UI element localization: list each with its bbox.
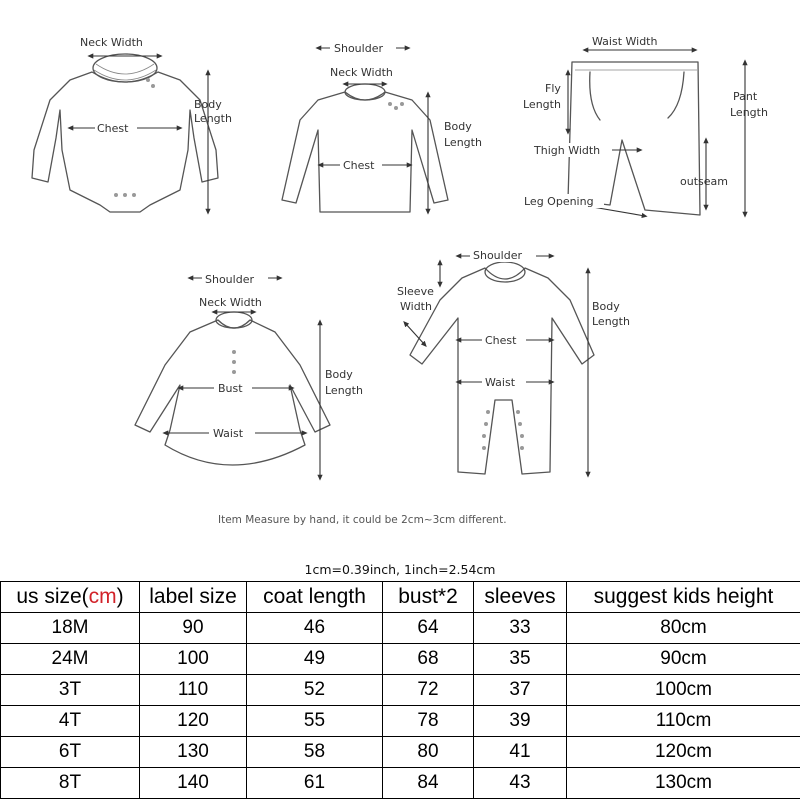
bodysuit-body-length-label-line2: Length	[194, 112, 232, 125]
romper-shoulder-label: Shoulder	[473, 249, 522, 262]
bodysuit-chest-label: Chest	[97, 122, 129, 135]
cell-sleeves: 39	[474, 706, 567, 737]
cell-label-size: 90	[140, 613, 247, 644]
cell-height: 90cm	[567, 644, 800, 675]
pants-fly-length-label-line2: Length	[523, 98, 561, 111]
cell-bust: 78	[383, 706, 474, 737]
table-row	[1, 706, 800, 737]
cell-label-size: 100	[140, 644, 247, 675]
header-coat-length: coat length	[247, 582, 383, 613]
cell-label-size: 130	[140, 737, 247, 768]
dress-body-length-label-line2: Length	[325, 384, 363, 397]
pants-pant-length-label-line2: Length	[730, 106, 768, 119]
pants-pant-length-label-line1: Pant	[733, 90, 758, 103]
romper-chest-label: Chest	[485, 334, 517, 347]
cell-label-size: 140	[140, 768, 247, 799]
table-header-row	[1, 582, 800, 613]
pants-diagram	[522, 35, 768, 216]
size-chart-table	[0, 581, 800, 799]
dress-waist-label: Waist	[213, 427, 244, 440]
table-row	[1, 737, 800, 768]
cell-us-size: 8T	[1, 768, 140, 799]
cell-bust: 84	[383, 768, 474, 799]
cell-coat-length: 46	[247, 613, 383, 644]
bodysuit-diagram	[32, 36, 232, 212]
dress-diagram	[135, 271, 363, 478]
tshirt-body-length-label-line2: Length	[444, 136, 482, 149]
table-row	[1, 675, 800, 706]
romper-body-length-label-line2: Length	[592, 315, 630, 328]
cell-us-size: 4T	[1, 706, 140, 737]
romper-waist-label: Waist	[485, 376, 516, 389]
header-label-size: label size	[140, 582, 247, 613]
cell-bust: 64	[383, 613, 474, 644]
header-us-size: us size(cm)	[1, 582, 140, 613]
cell-height: 110cm	[567, 706, 800, 737]
bodysuit-body-length-label-line1: Body	[194, 98, 222, 111]
cell-coat-length: 52	[247, 675, 383, 706]
header-sleeves: sleeves	[474, 582, 567, 613]
cell-us-size: 18M	[1, 613, 140, 644]
cell-sleeves: 33	[474, 613, 567, 644]
dress-body-length-label-line1: Body	[325, 368, 353, 381]
cell-coat-length: 61	[247, 768, 383, 799]
cell-bust: 68	[383, 644, 474, 675]
cell-height: 130cm	[567, 768, 800, 799]
bodysuit-neck-width-label: Neck Width	[80, 36, 143, 49]
cell-us-size: 6T	[1, 737, 140, 768]
table-row	[1, 613, 800, 644]
pants-fly-length-label-line1: Fly	[545, 82, 561, 95]
cell-coat-length: 49	[247, 644, 383, 675]
header-unit-cm: cm	[88, 585, 117, 608]
pants-waist-width-label: Waist Width	[592, 35, 658, 48]
header-suggest-height: suggest kids height	[567, 582, 800, 613]
unit-conversion-note: 1cm=0.39inch, 1inch=2.54cm	[304, 562, 496, 577]
cell-bust: 72	[383, 675, 474, 706]
cell-us-size: 3T	[1, 675, 140, 706]
cell-coat-length: 58	[247, 737, 383, 768]
cell-label-size: 120	[140, 706, 247, 737]
tshirt-body-length-label-line1: Body	[444, 120, 472, 133]
cell-sleeves: 35	[474, 644, 567, 675]
romper-sleeve-width-label-line2: Width	[400, 300, 432, 313]
cell-us-size: 24M	[1, 644, 140, 675]
romper-body-length-label-line1: Body	[592, 300, 620, 313]
cell-height: 100cm	[567, 675, 800, 706]
romper-sleeve-width-label-line1: Sleeve	[397, 285, 434, 298]
cell-sleeves: 43	[474, 768, 567, 799]
dress-neck-width-label: Neck Width	[199, 296, 262, 309]
cell-height: 80cm	[567, 613, 800, 644]
cell-height: 120cm	[567, 737, 800, 768]
cell-bust: 80	[383, 737, 474, 768]
cell-coat-length: 55	[247, 706, 383, 737]
pants-outseam-label: outseam	[680, 175, 728, 188]
tshirt-diagram	[282, 41, 482, 212]
pants-thigh-width-label: Thigh Width	[534, 144, 601, 157]
cell-label-size: 110	[140, 675, 247, 706]
table-row	[1, 644, 800, 675]
tshirt-shoulder-label: Shoulder	[334, 42, 383, 55]
cell-sleeves: 41	[474, 737, 567, 768]
tshirt-chest-label: Chest	[343, 159, 375, 172]
measurement-note: Item Measure by hand, it could be 2cm~3cm different.	[218, 514, 507, 526]
romper-diagram	[397, 249, 630, 475]
tshirt-neck-width-label: Neck Width	[330, 66, 393, 79]
dress-bust-label: Bust	[218, 382, 243, 395]
pants-leg-opening-label: Leg Opening	[524, 195, 594, 208]
header-bust: bust*2	[383, 582, 474, 613]
cell-sleeves: 37	[474, 675, 567, 706]
table-row	[1, 768, 800, 799]
dress-shoulder-label: Shoulder	[205, 273, 254, 286]
